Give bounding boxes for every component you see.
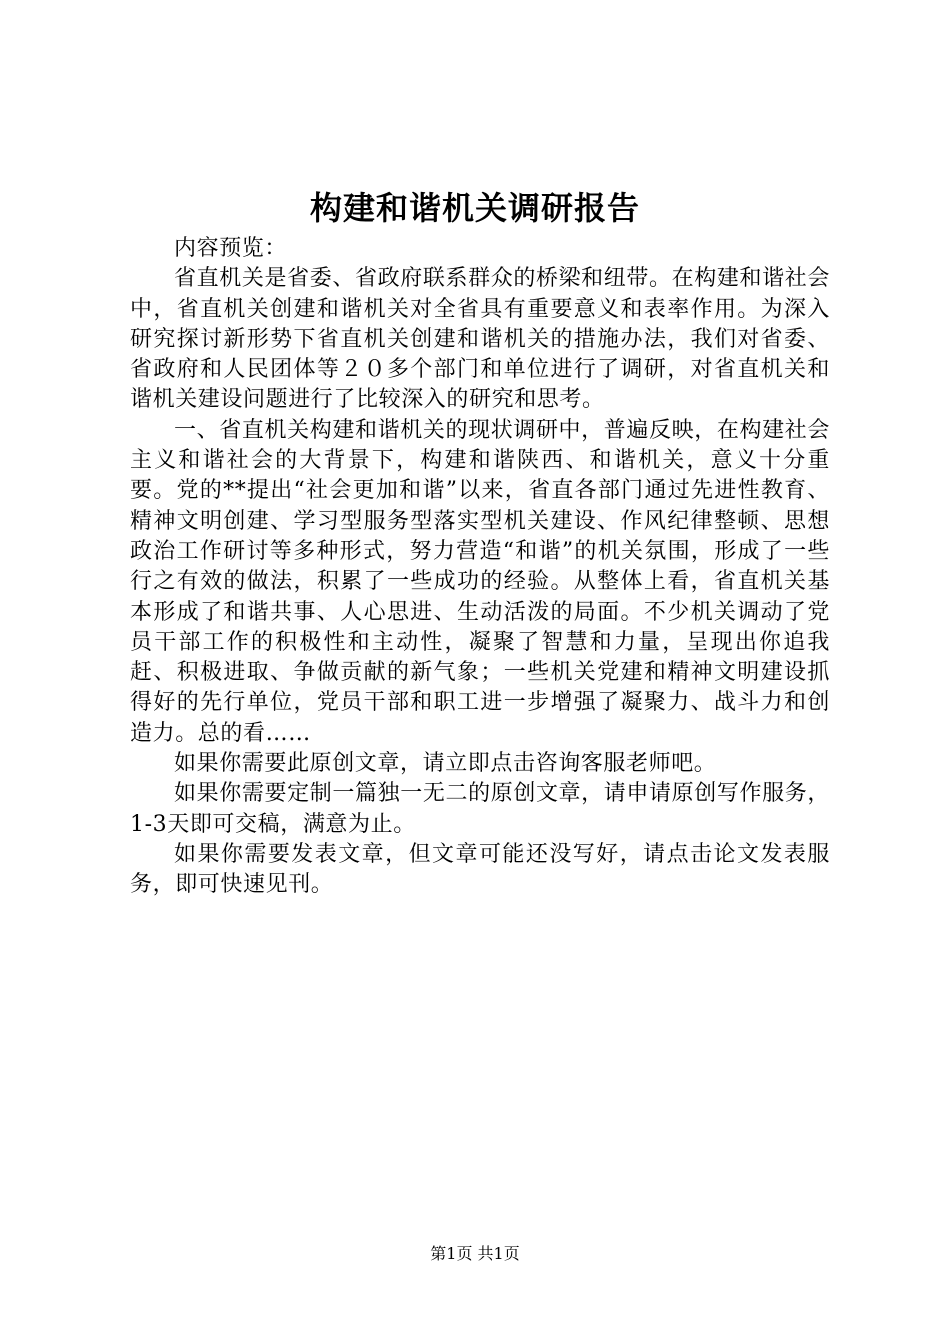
intro-paragraph: 省直机关是省委、省政府联系群众的桥梁和纽带。在构建和谐社会中，省直机关创建和谐机关对全省具有重要意义和表率作用。为深入研究探讨新形势下省直机关创建和谐机关的措施办法，我们对省委、省政府和人民团体等２０多个部门和单位进行了调研，对省直机关和谐机关建设问题进行了比较深入的研究和思考。 (130, 266, 830, 413)
publishing-service-paragraph: 如果你需要发表文章，但文章可能还没写好，请点击论文发表服务，即可快速见刊。 (130, 841, 830, 898)
document-title: 构建和谐机关调研报告 (309, 189, 640, 227)
preview-label: 内容预览： (174, 236, 288, 261)
document-body (130, 234, 830, 901)
consult-service-paragraph: 如果你需要此原创文章，请立即点击咨询客服老师吧。 (174, 751, 717, 777)
custom-writing-paragraph: 如果你需要定制一篇独一无二的原创文章，请申请原创写作服务，1-3天即可交稿，满意为止。 (130, 781, 830, 837)
page-number-footer: 第1页 共1页 (430, 1244, 520, 1263)
section-one-paragraph: 一、省直机关构建和谐机关的现状调研中，普遍反映，在构建社会主义和谐社会的大背景下，构建和谐陕西、和谐机关，意义十分重要。党的**提出“社会更加和谐”以来，省直各部门通过先进性教育、精神文明创建、学习型服务型落实型机关建设、作风纪律整顿、思想政治工作研讨等多种形式，努力营造“和谐”的机关氛围，形成了一些行之有效的做法，积累了一些成功的经验。从整体上看，省直机关基本形成了和谐共事、人心思进、生动活泼的局面。不少机关调动了党员干部工作的积极性和主动性，凝聚了智慧和力量，呈现出你追我赶、积极进取、争做贡献的新气象；一些机关党建和精神文明建设抓得好的先行单位，党员干部和职工进一步增强了凝聚力、战斗力和创造力。总的看…… (130, 417, 830, 746)
